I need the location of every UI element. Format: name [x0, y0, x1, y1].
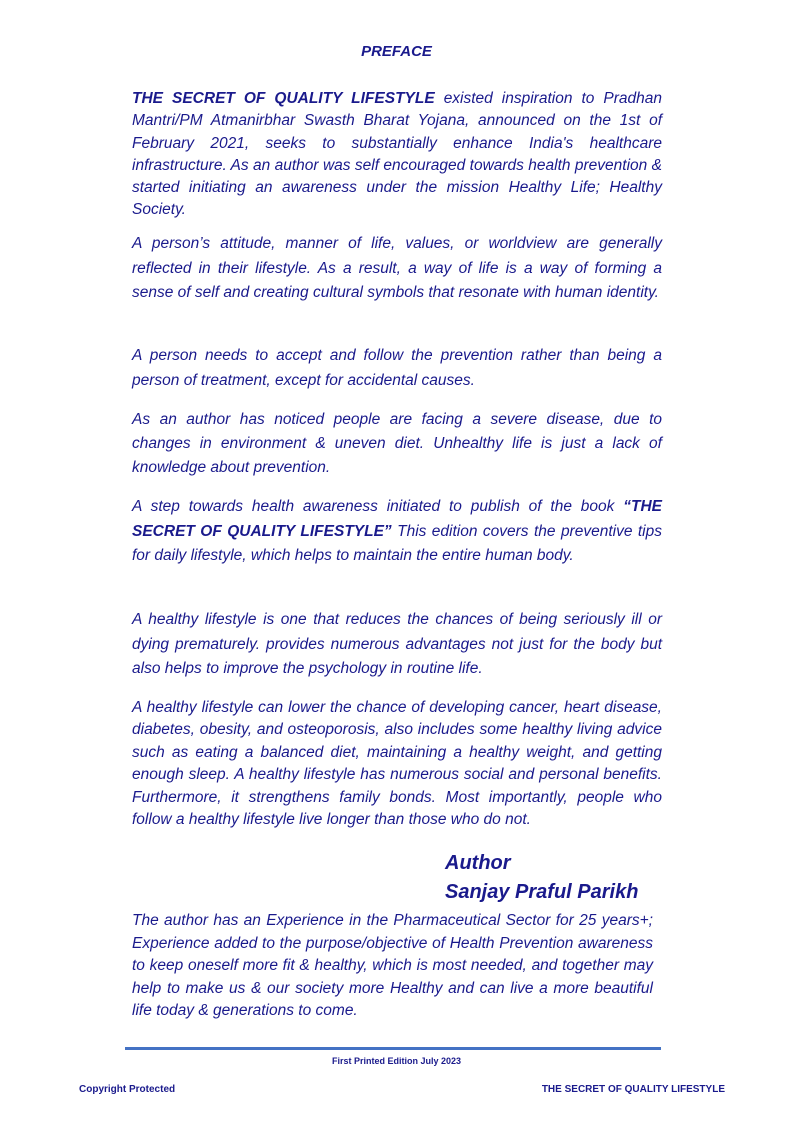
preface-paragraph-6: A healthy lifestyle is one that reduces the chances of being seriously ill or dying prematurely. provides numerous advantages not just for the body but also helps to improve the psychology in routine life.: [132, 611, 662, 677]
page-title: PREFACE: [361, 43, 432, 60]
preface-paragraph-1: [132, 88, 662, 222]
preface-paragraph-4: As an author has noticed people are facing a severe disease, due to changes in environment & uneven diet. Unhealthy life is just a lack of knowledge about prevention.: [132, 411, 662, 476]
author-bio: The author has an Experience in the Pharmaceutical Sector for 25 years+; Experience added to the purpose/objective of Health Prevention awareness to keep oneself more fit & healthy, which is most needed, and together may help to make us & our society more Healthy and can live a more beautiful life today & generations to come.: [132, 912, 653, 1019]
book-title-lead: THE SECRET OF QUALITY LIFESTYLE: [132, 90, 435, 107]
footer-divider: [125, 1047, 661, 1050]
preface-paragraph-5: [132, 495, 662, 569]
preface-paragraph-3: A person needs to accept and follow the prevention rather than being a person of treatment, except for accidental causes.: [132, 347, 662, 389]
book-title-quote: “THE SECRET OF QUALITY LIFESTYLE”: [132, 498, 662, 540]
footer-book-title: THE SECRET OF QUALITY LIFESTYLE: [541, 1084, 725, 1095]
preface-paragraph-7: A healthy lifestyle can lower the chance of developing cancer, heart disease, diabetes, obesity, and osteoporosis, also includes some healthy living advice such as eating a balanced diet, maintaining a healthy weight, and getting enough sleep. A healthy lifestyle has numerous social and personal benefits. Furthermore, it strengthens family bonds. Most importantly, people who follow a healthy lifestyle live longer than those who do not.: [132, 699, 662, 829]
edition-note: First Printed Edition July 2023: [331, 1056, 462, 1066]
author-name: Sanjay Praful Parikh: [445, 881, 639, 903]
paragraph-5-after: This edition covers the preventive tips for daily lifestyle, which helps to maintain the entire human body.: [132, 522, 662, 564]
author-signature: [445, 849, 638, 907]
preface-paragraph-2: A person’s attitude, manner of life, values, or worldview are generally reflected in their lifestyle. As a result, a way of life is a way of forming a sense of self and creating cultural symbols that resonate with human identity.: [132, 235, 662, 301]
paragraph-1-text: existed inspiration to Pradhan Mantri/PM Atmanirbhar Swasth Bharat Yojana, announced on the 1st of February 2021, seeks to substantially enhance India's healthcare infrastructure. As an author was self encouraged towards health prevention & started initiating an awareness under the mission Healthy Life; Healthy Society.: [132, 90, 662, 219]
paragraph-5-before: A step towards health awareness initiated to publish of the book: [132, 498, 624, 515]
footer-copyright: Copyright Protected: [79, 1084, 176, 1095]
author-label: Author: [445, 852, 511, 874]
